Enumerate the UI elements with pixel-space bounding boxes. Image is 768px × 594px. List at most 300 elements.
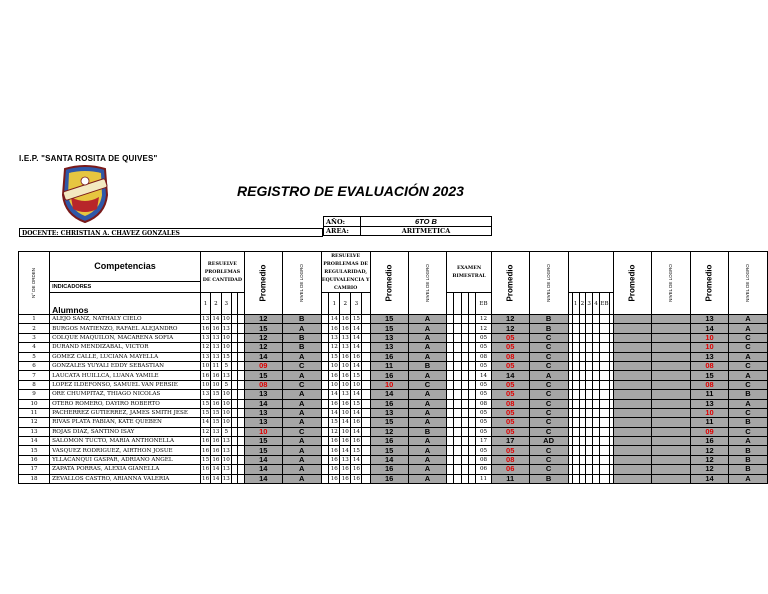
- comp2-score: 16: [330, 400, 338, 407]
- promedio2-value: 14: [370, 455, 408, 464]
- nivel-final-value: B: [728, 390, 767, 399]
- promedio1-value: 15: [244, 446, 282, 455]
- empty-cell: [468, 371, 475, 380]
- comp1-score: 10: [222, 400, 230, 407]
- student-name: DURAND MENDIZABAL, VICTOR: [50, 343, 201, 352]
- nivel3-value: A: [529, 371, 568, 380]
- empty-cell: [447, 446, 454, 455]
- row-number: 13: [19, 427, 50, 436]
- c3-n3: [461, 293, 468, 315]
- promedio-final-value: 16: [691, 437, 729, 446]
- empty-cell: [468, 427, 475, 436]
- comp2-score: 16: [341, 316, 349, 323]
- promedio4-value: [614, 380, 652, 389]
- empty-cell: [454, 474, 461, 483]
- c1-n3: 3: [221, 293, 231, 315]
- comp1-score: 15: [202, 400, 210, 407]
- empty-cell: [586, 371, 593, 380]
- comp2-score: 14: [352, 363, 360, 370]
- promedio4-header: Promedio: [614, 252, 652, 315]
- promedio4-value: [614, 446, 652, 455]
- empty-cell: [461, 418, 468, 427]
- row-number: 11: [19, 408, 50, 417]
- comp2-score: 15: [352, 372, 360, 379]
- empty-cell: [362, 333, 370, 342]
- nivel-final-value: A: [728, 324, 767, 333]
- table-row: [19, 465, 768, 474]
- comp2-score: 13: [341, 391, 349, 398]
- nivel1-value: C: [282, 380, 321, 389]
- exam-score: 05: [476, 408, 491, 417]
- empty-cell: [593, 371, 600, 380]
- promedio3-value: 08: [491, 455, 529, 464]
- empty-cell: [572, 446, 579, 455]
- c1-n1: 1: [200, 293, 210, 315]
- empty-cell: [586, 361, 593, 370]
- empty-cell: [454, 465, 461, 474]
- c1-n5: [238, 293, 244, 315]
- empty-cell: [362, 474, 370, 483]
- c3-n4: [468, 293, 475, 315]
- empty-cell: [454, 427, 461, 436]
- nivel-final-value: B: [728, 465, 767, 474]
- comp2-score: 13: [341, 334, 349, 341]
- nivel4-value: [652, 333, 691, 342]
- table-row: [19, 324, 768, 333]
- empty-cell: [579, 371, 586, 380]
- empty-cell: [579, 446, 586, 455]
- empty-cell: [461, 390, 468, 399]
- promedio4-value: [614, 427, 652, 436]
- empty-cell: [321, 474, 329, 483]
- empty-cell: [586, 455, 593, 464]
- empty-cell: [321, 315, 329, 324]
- comp2-score: 16: [341, 438, 349, 445]
- promedio2-value: 13: [370, 343, 408, 352]
- promedio-final-value: 12: [691, 455, 729, 464]
- comp2-score: 16: [341, 475, 349, 482]
- nivel2-value: B: [408, 427, 447, 436]
- empty-cell: [447, 465, 454, 474]
- empty-cell: [468, 446, 475, 455]
- exam-score: 14: [476, 371, 491, 380]
- comp1-score: 16: [202, 325, 210, 332]
- comp2-score: 10: [341, 363, 349, 370]
- comp2-score: 16: [341, 400, 349, 407]
- student-name: GONZALES YUYALI EDDY SEBASTIAN: [50, 361, 201, 370]
- empty-cell: [572, 343, 579, 352]
- empty-cell: [461, 465, 468, 474]
- empty-cell: [321, 427, 329, 436]
- empty-cell: [321, 399, 329, 408]
- nivel-final-header: NIVEL DE LOGRO: [728, 252, 767, 315]
- empty-cell: [579, 343, 586, 352]
- promedio3-value: 17: [491, 437, 529, 446]
- nivel3-value: C: [529, 465, 568, 474]
- empty-cell: [468, 352, 475, 361]
- empty-cell: [321, 380, 329, 389]
- comp1-score: 13: [202, 353, 210, 360]
- nivel3-value: C: [529, 399, 568, 408]
- empty-cell: [468, 324, 475, 333]
- promedio2-header: Promedio: [370, 252, 408, 315]
- nivel1-value: C: [282, 427, 321, 436]
- nivel1-value: A: [282, 455, 321, 464]
- empty-cell: [586, 408, 593, 417]
- student-name: GOMEZ CALLE, LUCIANA MAYELLA: [50, 352, 201, 361]
- empty-cell: [586, 474, 593, 483]
- empty-cell: [447, 352, 454, 361]
- promedio-final-value: 15: [691, 371, 729, 380]
- grades-table: [18, 251, 768, 484]
- nivel1-header: NIVEL DE LOGRO: [282, 252, 321, 315]
- promedio2-value: 15: [370, 315, 408, 324]
- empty-cell: [362, 315, 370, 324]
- nivel1-value: B: [282, 343, 321, 352]
- empty-cell: [586, 418, 593, 427]
- comp1-score: 5: [221, 380, 231, 389]
- promedio-final-value: 11: [691, 418, 729, 427]
- nivel2-value: B: [408, 361, 447, 370]
- table-row: [19, 380, 768, 389]
- empty-cell: [586, 465, 593, 474]
- school-crest-logo: [57, 165, 113, 223]
- nivel1-value: A: [282, 418, 321, 427]
- empty-cell: [572, 333, 579, 342]
- promedio-final-value: 08: [691, 361, 729, 370]
- nivel1-value: A: [282, 352, 321, 361]
- nivel-final-value: A: [728, 352, 767, 361]
- empty-cell: [599, 437, 609, 446]
- empty-cell: [586, 399, 593, 408]
- empty-cell: [579, 418, 586, 427]
- exam-score: 08: [476, 352, 491, 361]
- promedio4-value: [614, 361, 652, 370]
- empty-cell: [362, 418, 370, 427]
- empty-cell: [579, 380, 586, 389]
- comp1-score: 13: [212, 353, 220, 360]
- promedio1-value: 13: [244, 408, 282, 417]
- comp1-score: 15: [222, 353, 230, 360]
- empty-cell: [454, 455, 461, 464]
- empty-cell: [599, 352, 609, 361]
- empty-cell: [447, 390, 454, 399]
- row-number: 4: [19, 343, 50, 352]
- promedio-final-value: 14: [691, 474, 729, 483]
- nivel2-value: A: [408, 465, 447, 474]
- empty-cell: [593, 333, 600, 342]
- promedio1-value: 14: [244, 399, 282, 408]
- empty-cell: [579, 324, 586, 333]
- promedio3-value: 05: [491, 333, 529, 342]
- promedio4-value: [614, 455, 652, 464]
- nivel3-value: C: [529, 343, 568, 352]
- comp1-score: 13: [212, 344, 220, 351]
- empty-cell: [593, 352, 600, 361]
- empty-cell: [468, 399, 475, 408]
- school-name: I.E.P. "SANTA ROSITA DE QUIVES": [19, 154, 158, 163]
- comp2-score: 14: [352, 457, 360, 464]
- promedio-final-value: 10: [691, 343, 729, 352]
- comp1-score: 13: [222, 372, 230, 379]
- year-area-table: [323, 216, 492, 236]
- nivel4-value: [652, 408, 691, 417]
- comp2-score: 14: [352, 344, 360, 351]
- empty-cell: [572, 324, 579, 333]
- promedio2-value: 14: [370, 390, 408, 399]
- orden-header: N° DE ORDEN: [19, 252, 50, 315]
- nivel3-value: C: [529, 333, 568, 342]
- student-name: SALOMON TUCTO, MARIA ANTHONELLA: [50, 437, 201, 446]
- promedio4-value: [614, 408, 652, 417]
- comp1-score: 10: [222, 419, 230, 426]
- comp1-score: 16: [212, 400, 220, 407]
- empty-cell: [593, 390, 600, 399]
- nivel1-value: A: [282, 465, 321, 474]
- comp2-score: 10: [352, 381, 360, 388]
- comp2-score: 12: [330, 428, 338, 435]
- empty-cell: [599, 474, 609, 483]
- comp2-score: 14: [330, 316, 338, 323]
- nivel1-value: A: [282, 390, 321, 399]
- nivel2-value: A: [408, 352, 447, 361]
- exam-score: 17: [476, 437, 491, 446]
- comp4-header: [568, 252, 614, 293]
- empty-cell: [572, 371, 579, 380]
- empty-cell: [362, 380, 370, 389]
- comp2-score: 16: [330, 438, 338, 445]
- promedio1-value: 14: [244, 352, 282, 361]
- nivel1-value: A: [282, 324, 321, 333]
- comp2-score: 16: [330, 457, 338, 464]
- empty-cell: [586, 343, 593, 352]
- indicadores-header: INDICADORES: [50, 282, 201, 293]
- empty-cell: [454, 399, 461, 408]
- empty-cell: [447, 474, 454, 483]
- comp2-score: 15: [330, 419, 338, 426]
- comp2-score: 12: [330, 344, 338, 351]
- exam-score: 08: [476, 455, 491, 464]
- nivel4-value: [652, 371, 691, 380]
- promedio1-value: 09: [244, 361, 282, 370]
- exam-score: 05: [476, 446, 491, 455]
- comp1-score: 16: [202, 466, 210, 473]
- exam-score: 12: [476, 315, 491, 324]
- promedio1-value: 15: [244, 371, 282, 380]
- empty-cell: [454, 352, 461, 361]
- empty-cell: [586, 315, 593, 324]
- empty-cell: [593, 380, 600, 389]
- row-number: 10: [19, 399, 50, 408]
- comp1-score: 13: [212, 428, 220, 435]
- empty-cell: [321, 408, 329, 417]
- empty-cell: [586, 380, 593, 389]
- empty-cell: [461, 446, 468, 455]
- promedio-final-value: 10: [691, 408, 729, 417]
- nivel-final-value: C: [728, 361, 767, 370]
- empty-cell: [572, 437, 579, 446]
- comp2-score: 14: [341, 419, 349, 426]
- comp1-score: 16: [202, 447, 210, 454]
- comp1-score: 10: [202, 363, 210, 370]
- nivel2-value: A: [408, 455, 447, 464]
- promedio3-value: 06: [491, 465, 529, 474]
- promedio3-value: 05: [491, 427, 529, 436]
- empty-cell: [586, 427, 593, 436]
- comp2-score: 10: [330, 381, 338, 388]
- empty-cell: [461, 408, 468, 417]
- comp1-score: 10: [222, 334, 230, 341]
- nivel4-value: [652, 352, 691, 361]
- empty-cell: [447, 455, 454, 464]
- empty-cell: [572, 474, 579, 483]
- comp2-score: 10: [341, 428, 349, 435]
- empty-cell: [447, 418, 454, 427]
- c3-n1: [447, 293, 454, 315]
- student-name: LAUCATA HUILLCA, LUANA YAMILE: [50, 371, 201, 380]
- nivel2-value: A: [408, 399, 447, 408]
- promedio2-value: 16: [370, 474, 408, 483]
- empty-cell: [599, 315, 609, 324]
- nivel2-value: A: [408, 408, 447, 417]
- c2-n0: [321, 293, 329, 315]
- promedio3-value: 08: [491, 352, 529, 361]
- nivel-final-value: C: [728, 343, 767, 352]
- empty-cell: [321, 390, 329, 399]
- comp2-score: 13: [341, 457, 349, 464]
- c2-n3: 3: [351, 293, 362, 315]
- table-row: [19, 333, 768, 342]
- promedio3-value: 05: [491, 390, 529, 399]
- table-row: [19, 474, 768, 483]
- empty-cell: [321, 455, 329, 464]
- student-name: YLLACANQUI GASPAR, ADRIANO ANGEL: [50, 455, 201, 464]
- promedio4-value: [614, 315, 652, 324]
- empty-cell: [468, 474, 475, 483]
- empty-cell: [321, 465, 329, 474]
- promedio2-value: 16: [370, 371, 408, 380]
- comp2-score: 16: [341, 372, 349, 379]
- empty-cell: [321, 418, 329, 427]
- comp2-score: 10: [330, 363, 338, 370]
- empty-cell: [599, 390, 609, 399]
- empty-cell: [362, 371, 370, 380]
- empty-cell: [461, 474, 468, 483]
- promedio3-value: 08: [491, 399, 529, 408]
- nivel2-value: C: [408, 380, 447, 389]
- nivel3-value: C: [529, 380, 568, 389]
- promedio2-value: 13: [370, 333, 408, 342]
- comp1-score: 16: [212, 447, 220, 454]
- nivel1-value: B: [282, 315, 321, 324]
- nivel3-header: NIVEL DE LOGRO: [529, 252, 568, 315]
- exam-score: 05: [476, 390, 491, 399]
- empty-cell: [593, 446, 600, 455]
- comp1-score: 15: [212, 410, 220, 417]
- empty-cell: [461, 380, 468, 389]
- empty-cell: [586, 352, 593, 361]
- exam-score: 05: [476, 427, 491, 436]
- promedio3-value: 05: [491, 361, 529, 370]
- exam-score: 05: [476, 418, 491, 427]
- empty-cell: [586, 390, 593, 399]
- empty-cell: [468, 465, 475, 474]
- empty-cell: [454, 324, 461, 333]
- table-row: [19, 352, 768, 361]
- row-number: 9: [19, 390, 50, 399]
- empty-cell: [447, 427, 454, 436]
- comp2-score: 14: [330, 391, 338, 398]
- promedio4-value: [614, 465, 652, 474]
- table-row: [19, 427, 768, 436]
- empty-cell: [454, 343, 461, 352]
- comp2-score: 10: [341, 381, 349, 388]
- row-number: 16: [19, 455, 50, 464]
- promedio1-value: 12: [244, 343, 282, 352]
- empty-cell: [599, 324, 609, 333]
- promedio-final-value: 08: [691, 380, 729, 389]
- empty-cell: [362, 455, 370, 464]
- empty-cell: [362, 343, 370, 352]
- empty-cell: [599, 465, 609, 474]
- empty-cell: [461, 399, 468, 408]
- promedio1-value: 08: [244, 380, 282, 389]
- comp3-header: EXAMEN BIMESTRAL: [447, 252, 491, 293]
- comp1-score: 12: [202, 428, 210, 435]
- comp1-score: 16: [202, 372, 210, 379]
- promedio3-value: 05: [491, 418, 529, 427]
- comp1-score: 10: [222, 457, 230, 464]
- exam-score: 11: [476, 474, 491, 483]
- nivel4-value: [652, 390, 691, 399]
- nivel1-value: B: [282, 333, 321, 342]
- comp1-score: 14: [212, 475, 220, 482]
- nivel-final-value: C: [728, 408, 767, 417]
- empty-cell: [586, 446, 593, 455]
- comp1-score: 15: [202, 457, 210, 464]
- promedio-final-value: 12: [691, 465, 729, 474]
- empty-cell: [321, 446, 329, 455]
- row-number: 15: [19, 446, 50, 455]
- nivel2-value: A: [408, 446, 447, 455]
- student-name: COLQUE MAQUILON, MACARENA SOFIA: [50, 333, 201, 342]
- empty-cell: [447, 315, 454, 324]
- nivel4-value: [652, 465, 691, 474]
- empty-cell: [593, 465, 600, 474]
- nivel3-value: B: [529, 315, 568, 324]
- nivel-final-value: C: [728, 380, 767, 389]
- promedio4-value: [614, 371, 652, 380]
- exam-score: 12: [476, 324, 491, 333]
- empty-cell: [447, 333, 454, 342]
- student-name: ALEJO SANZ, NATHALY CIELO: [50, 315, 201, 324]
- comp2-score: 14: [352, 325, 360, 332]
- nivel4-value: [652, 474, 691, 483]
- nivel4-header: NIVEL DE LOGRO: [652, 252, 691, 315]
- row-number: 18: [19, 474, 50, 483]
- promedio2-value: 16: [370, 399, 408, 408]
- c3-eb: EB: [476, 293, 491, 315]
- exam-score: 06: [476, 465, 491, 474]
- empty-cell: [593, 361, 600, 370]
- student-name: ORE CHUMPITAZ, THIAGO NICOLAS: [50, 390, 201, 399]
- empty-cell: [579, 315, 586, 324]
- empty-cell: [572, 408, 579, 417]
- promedio1-value: 14: [244, 465, 282, 474]
- promedio2-value: 15: [370, 418, 408, 427]
- table-row: [19, 437, 768, 446]
- comp1-score: 13: [202, 334, 210, 341]
